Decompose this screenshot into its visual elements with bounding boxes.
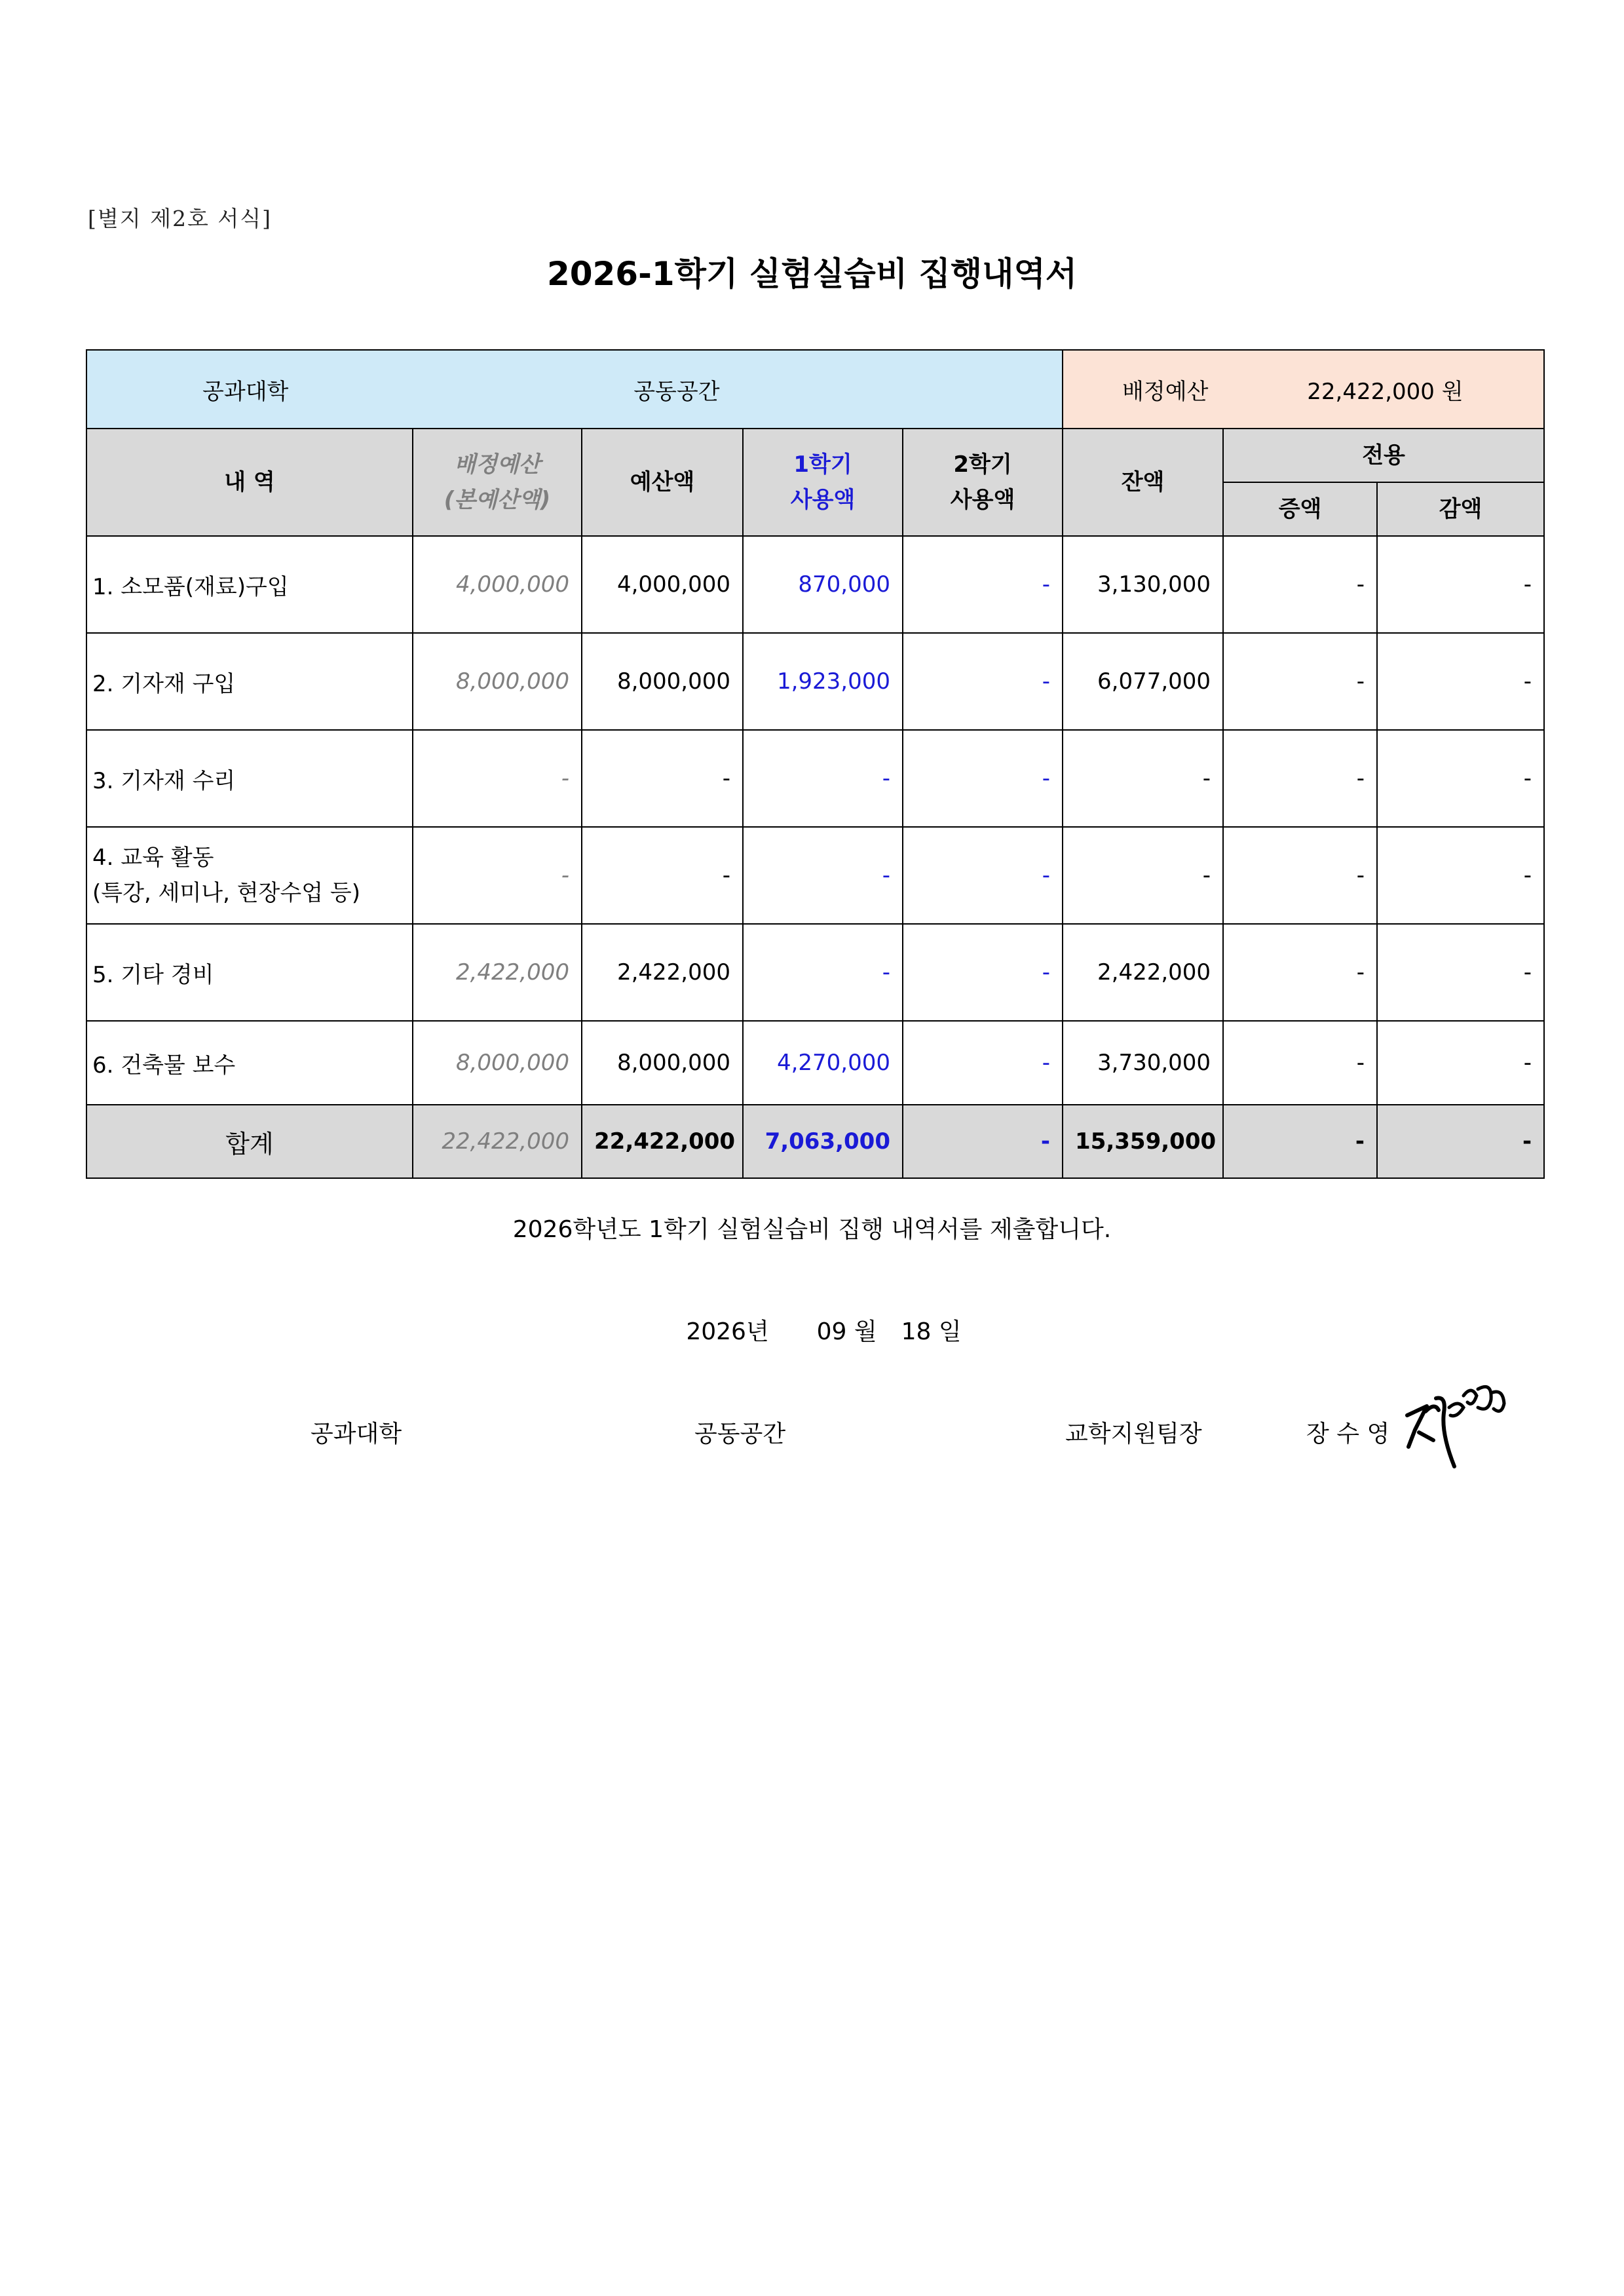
row-decrease: - [1377, 924, 1544, 1021]
row-balance: 2,422,000 [1063, 924, 1223, 1021]
document-title: 2026-1학기 실험실습비 집행내역서 [546, 255, 1078, 293]
col-decrease: 감액 [1377, 482, 1544, 536]
col-sem2-line1: 2학기 [953, 451, 1012, 478]
table-row [86, 633, 1544, 730]
row-sem2: - [903, 924, 1063, 1021]
row-item: 2. 기자재 구입 [86, 633, 413, 730]
row-sem1: 1,923,000 [743, 633, 903, 730]
row-allocated: - [413, 730, 582, 827]
row-sem2: - [903, 1021, 1063, 1105]
table-row [86, 536, 1544, 633]
row-sem1: - [743, 730, 903, 827]
date-year: 2026년 [686, 1318, 769, 1345]
budget-table [86, 349, 1545, 1179]
col-sem1 [743, 429, 903, 536]
table-row [86, 1021, 1544, 1105]
submission-statement: 2026학년도 1학기 실험실습비 집행 내역서를 제출합니다. [512, 1216, 1112, 1243]
row-balance: - [1063, 730, 1223, 827]
handwritten-signature [1395, 1369, 1513, 1474]
row-increase: - [1223, 924, 1377, 1021]
date-day: 18 [901, 1318, 932, 1345]
date-month-unit: 월 [854, 1318, 877, 1345]
row-item: 6. 건축물 보수 [86, 1021, 413, 1105]
row-balance: 3,130,000 [1063, 536, 1223, 633]
row-allocated: - [413, 827, 582, 924]
row-increase: - [1223, 730, 1377, 827]
signatory-department: 공동공간 [694, 1421, 786, 1447]
row-decrease: - [1377, 827, 1544, 924]
row-allocated: 8,000,000 [413, 633, 582, 730]
row-increase: - [1223, 1021, 1377, 1105]
col-sem1-line1: 1학기 [793, 451, 852, 478]
col-balance: 잔액 [1063, 429, 1223, 536]
total-budget: 22,422,000 [582, 1105, 743, 1178]
row-increase: - [1223, 633, 1377, 730]
header-info-row [86, 350, 1544, 429]
total-decrease: - [1377, 1105, 1544, 1178]
total-increase: - [1223, 1105, 1377, 1178]
row-budget: 8,000,000 [582, 1021, 743, 1105]
row-allocated: 8,000,000 [413, 1021, 582, 1105]
date-month: 09 [816, 1318, 847, 1345]
total-allocated: 22,422,000 [413, 1105, 582, 1178]
col-sem2-line2: 사용액 [950, 487, 1015, 513]
table-row [86, 827, 1544, 924]
col-allocated-line2: (본예산액) [444, 487, 551, 513]
total-label: 합계 [86, 1105, 413, 1178]
row-decrease: - [1377, 633, 1544, 730]
row-item-line1: 4. 교육 활동 [92, 845, 214, 871]
total-row [86, 1105, 1544, 1178]
row-increase: - [1223, 827, 1377, 924]
header-college-cell [86, 350, 1063, 429]
row-sem2: - [903, 633, 1063, 730]
form-number: [별지 제2호 서식] [88, 206, 272, 231]
row-sem2: - [903, 827, 1063, 924]
col-transfer: 전용 [1223, 429, 1544, 482]
header-allocated-value: 22,422,000 원 [1307, 378, 1463, 405]
header-allocated-label: 배정예산 [1122, 378, 1209, 405]
date-day-unit: 일 [938, 1318, 962, 1345]
header-department: 공동공간 [633, 378, 720, 405]
row-item [86, 827, 413, 924]
total-sem1: 7,063,000 [743, 1105, 903, 1178]
table-row [86, 924, 1544, 1021]
row-decrease: - [1377, 1021, 1544, 1105]
row-budget: - [582, 827, 743, 924]
col-increase: 증액 [1223, 482, 1377, 536]
row-increase: - [1223, 536, 1377, 633]
row-sem1: 4,270,000 [743, 1021, 903, 1105]
row-budget: 2,422,000 [582, 924, 743, 1021]
row-allocated: 2,422,000 [413, 924, 582, 1021]
row-budget: 8,000,000 [582, 633, 743, 730]
row-allocated: 4,000,000 [413, 536, 582, 633]
signatory-name: 장 수 영 [1306, 1421, 1390, 1447]
row-sem2: - [903, 730, 1063, 827]
row-sem1: - [743, 924, 903, 1021]
row-balance: - [1063, 827, 1223, 924]
row-item: 5. 기타 경비 [86, 924, 413, 1021]
row-sem1: 870,000 [743, 536, 903, 633]
row-sem1: - [743, 827, 903, 924]
submission-date [12, 1313, 1624, 1347]
col-budget: 예산액 [582, 429, 743, 536]
header-allocated-cell [1063, 350, 1544, 429]
row-balance: 3,730,000 [1063, 1021, 1223, 1105]
total-balance: 15,359,000 [1063, 1105, 1223, 1178]
col-allocated-line1: 배정예산 [454, 451, 540, 478]
row-item: 1. 소모품(재료)구입 [86, 536, 413, 633]
col-allocated [413, 429, 582, 536]
row-decrease: - [1377, 730, 1544, 827]
row-sem2: - [903, 536, 1063, 633]
signatory-position: 교학지원팀장 [1065, 1421, 1202, 1447]
signatory-college: 공과대학 [311, 1421, 402, 1447]
row-decrease: - [1377, 536, 1544, 633]
row-budget: - [582, 730, 743, 827]
total-sem2: - [903, 1105, 1063, 1178]
row-item-line2: (특강, 세미나, 현장수업 등) [92, 880, 361, 906]
col-item: 내 역 [86, 429, 413, 536]
col-sem2 [903, 429, 1063, 536]
header-college: 공과대학 [202, 378, 289, 405]
col-sem1-line2: 사용액 [790, 487, 856, 513]
row-balance: 6,077,000 [1063, 633, 1223, 730]
table-row [86, 730, 1544, 827]
row-item: 3. 기자재 수리 [86, 730, 413, 827]
row-budget: 4,000,000 [582, 536, 743, 633]
